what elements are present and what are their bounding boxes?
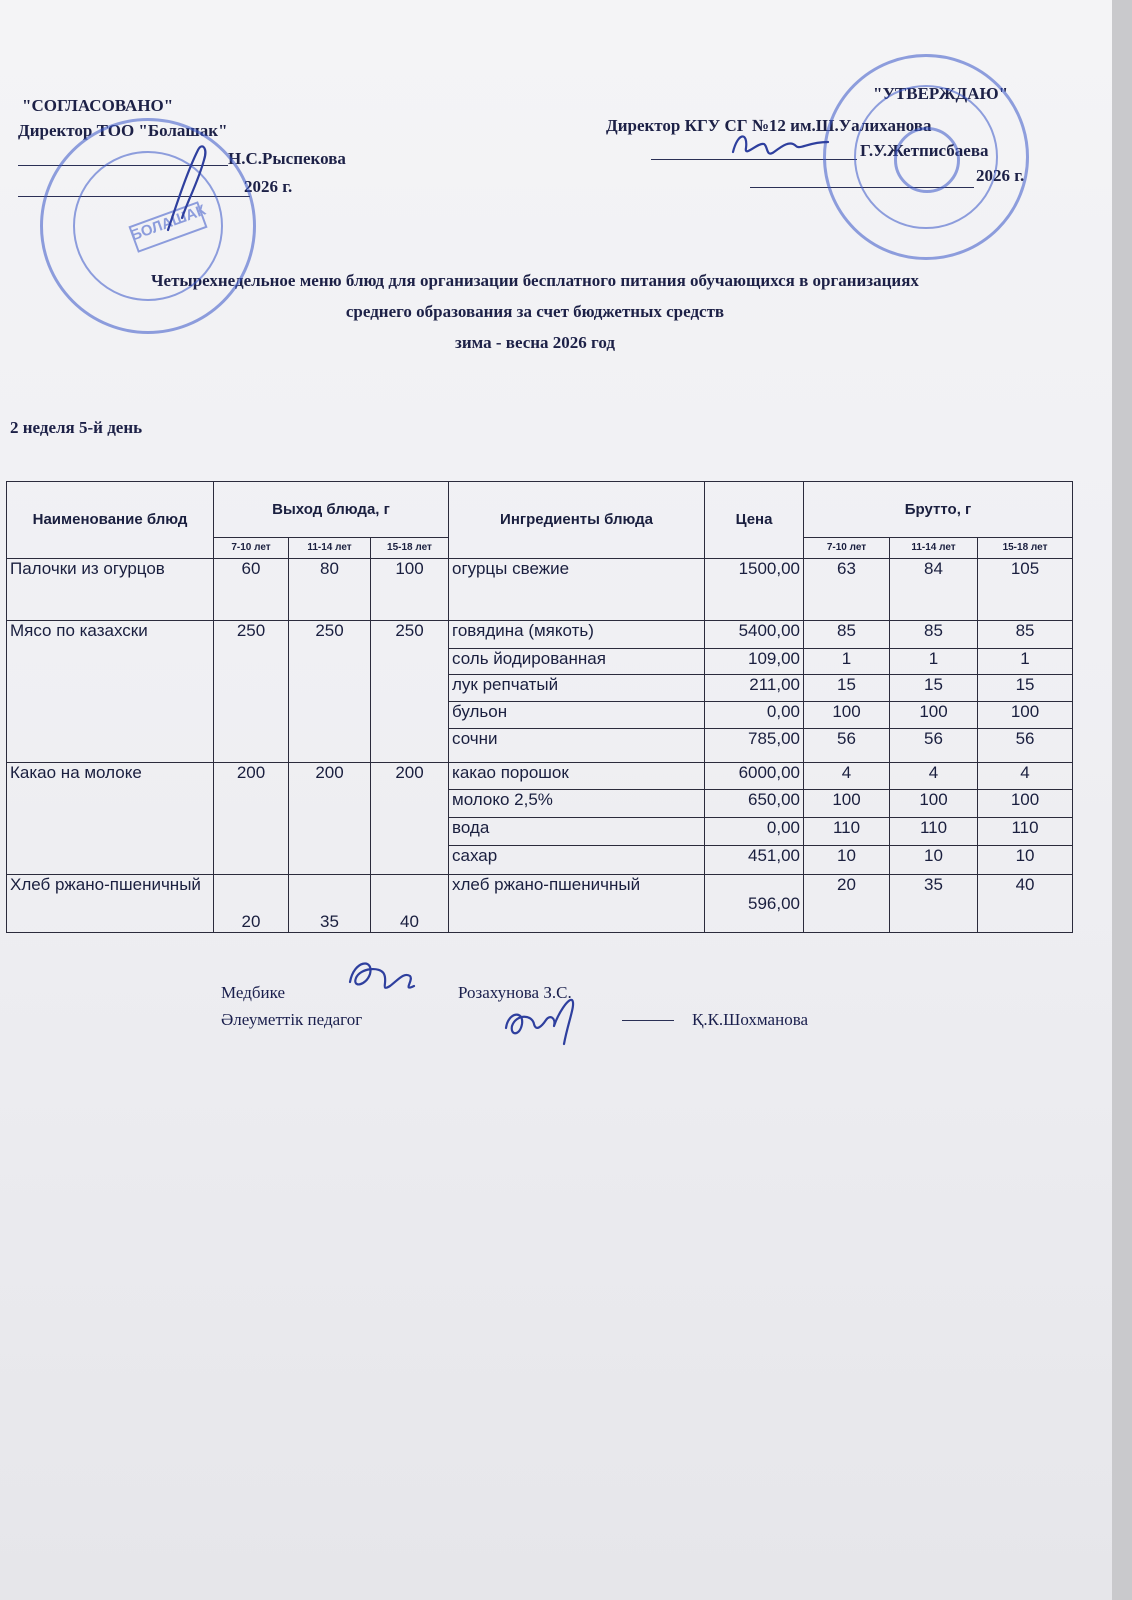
gross-value: 15 <box>804 675 890 702</box>
output-value: 200 <box>289 763 371 875</box>
gross-value: 4 <box>804 763 890 790</box>
gross-value: 110 <box>978 818 1073 846</box>
gross-value: 110 <box>804 818 890 846</box>
output-value: 200 <box>371 763 449 875</box>
ingredient-name: сахар <box>449 846 705 875</box>
gross-value: 1 <box>804 649 890 675</box>
ingredient-name: какао порошок <box>449 763 705 790</box>
menu-title-line1: Четырехнедельное меню блюд для организации бесплатного питания обучающихся в организациях <box>151 271 919 290</box>
gross-value: 110 <box>890 818 978 846</box>
gross-value: 15 <box>978 675 1073 702</box>
gross-value: 63 <box>804 559 890 621</box>
ingredient-name: говядина (мякоть) <box>449 621 705 649</box>
gross-value: 100 <box>978 702 1073 729</box>
gross-value: 56 <box>978 729 1073 763</box>
output-value: 250 <box>371 621 449 763</box>
ingredient-price: 5400,00 <box>705 621 804 649</box>
output-value: 60 <box>214 559 289 621</box>
background-edge <box>1112 0 1132 1600</box>
ingredient-name: соль йодированная <box>449 649 705 675</box>
gross-value: 10 <box>978 846 1073 875</box>
table-row <box>7 875 1073 933</box>
signature-left-icon <box>158 130 228 240</box>
menu-title-line2: среднего образования за счет бюджетных средств <box>345 302 725 321</box>
gross-value: 100 <box>804 790 890 818</box>
dish-name: Какао на молоке <box>7 763 214 875</box>
gross-value: 100 <box>978 790 1073 818</box>
gross-value: 100 <box>890 702 978 729</box>
ingredient-price: 650,00 <box>705 790 804 818</box>
header-gross-age-15-18: 15-18 лет <box>978 538 1073 559</box>
dish-name: Хлеб ржано-пшеничный <box>7 875 214 933</box>
gross-value: 4 <box>890 763 978 790</box>
header-output-age-15-18: 15-18 лет <box>371 538 449 559</box>
gross-value: 100 <box>804 702 890 729</box>
dish-name: Палочки из огурцов <box>7 559 214 621</box>
pedagogue-signature-line <box>622 1020 674 1021</box>
table-row <box>7 763 1073 790</box>
nurse-role: Медбике <box>221 983 285 1002</box>
gross-value: 1 <box>890 649 978 675</box>
signature-right-icon <box>728 122 838 172</box>
header-output: Выход блюда, г <box>214 482 449 538</box>
agreed-position: Директор ТОО "Болашак" <box>18 121 228 140</box>
pedagogue-name: Қ.К.Шохманова <box>692 1010 809 1029</box>
gross-value: 85 <box>804 621 890 649</box>
menu-title-line3: зима - весна 2026 год <box>455 333 615 352</box>
ingredient-price: 0,00 <box>705 818 804 846</box>
gross-value: 84 <box>890 559 978 621</box>
pedagogue-role: Әлеуметтік педагог <box>221 1010 363 1029</box>
ingredient-price: 785,00 <box>705 729 804 763</box>
gross-value: 56 <box>890 729 978 763</box>
output-value: 200 <box>214 763 289 875</box>
gross-value: 40 <box>978 875 1073 933</box>
ingredient-name: молоко 2,5% <box>449 790 705 818</box>
gross-value: 10 <box>890 846 978 875</box>
table-row <box>7 621 1073 649</box>
header-gross-age-7-10: 7-10 лет <box>804 538 890 559</box>
header-output-age-7-10: 7-10 лет <box>214 538 289 559</box>
approved-name: Г.У.Жетписбаева <box>860 141 989 160</box>
output-value: 250 <box>289 621 371 763</box>
menu-table <box>6 481 1073 933</box>
gross-value: 1 <box>978 649 1073 675</box>
dish-name: Мясо по казахски <box>7 621 214 763</box>
gross-value: 85 <box>890 621 978 649</box>
header-gross: Брутто, г <box>804 482 1073 538</box>
agreed-name: Н.С.Рыспекова <box>228 149 346 168</box>
ingredient-name: лук репчатый <box>449 675 705 702</box>
header-price: Цена <box>705 482 804 559</box>
gross-value: 15 <box>890 675 978 702</box>
agreed-year: 2026 г. <box>244 177 293 196</box>
approved-year: 2026 г. <box>976 166 1025 185</box>
gross-value: 35 <box>890 875 978 933</box>
signature-pedagogue-icon <box>498 992 608 1050</box>
header-ingredients: Ингредиенты блюда <box>449 482 705 559</box>
ingredient-name: сочни <box>449 729 705 763</box>
ingredient-price: 451,00 <box>705 846 804 875</box>
gross-value: 56 <box>804 729 890 763</box>
gross-value: 4 <box>978 763 1073 790</box>
header-output-age-11-14: 11-14 лет <box>289 538 371 559</box>
approved-position: Директор КГУ СГ №12 им.Ш.Уалиханова <box>606 116 932 135</box>
nurse-name: Розахунова З.С. <box>458 983 572 1002</box>
output-value: 80 <box>289 559 371 621</box>
gross-value: 100 <box>890 790 978 818</box>
ingredient-price: 211,00 <box>705 675 804 702</box>
table-row <box>7 559 1073 621</box>
header-dish: Наименование блюд <box>7 482 214 559</box>
output-value: 35 <box>289 875 371 933</box>
agreed-heading: "СОГЛАСОВАНО" <box>22 96 174 115</box>
ingredient-price: 6000,00 <box>705 763 804 790</box>
output-value: 20 <box>214 875 289 933</box>
stamp-left-text: БОЛАШАК <box>128 201 208 245</box>
header-gross-age-11-14: 11-14 лет <box>890 538 978 559</box>
ingredient-name: хлеб ржано-пшеничный <box>449 875 705 933</box>
signature-nurse-icon <box>340 952 430 1002</box>
ingredient-price: 0,00 <box>705 702 804 729</box>
ingredient-name: вода <box>449 818 705 846</box>
gross-value: 105 <box>978 559 1073 621</box>
output-value: 40 <box>371 875 449 933</box>
output-value: 250 <box>214 621 289 763</box>
ingredient-name: огурцы свежие <box>449 559 705 621</box>
ingredient-name: бульон <box>449 702 705 729</box>
ingredient-price: 596,00 <box>705 875 804 933</box>
output-value: 100 <box>371 559 449 621</box>
gross-value: 20 <box>804 875 890 933</box>
emblem-icon <box>894 127 960 193</box>
week-day-label: 2 неделя 5-й день <box>10 418 143 437</box>
organization-stamp-right <box>823 54 1029 260</box>
ingredient-price: 1500,00 <box>705 559 804 621</box>
gross-value: 85 <box>978 621 1073 649</box>
gross-value: 10 <box>804 846 890 875</box>
approved-heading: "УТВЕРЖДАЮ" <box>873 84 1009 103</box>
ingredient-price: 109,00 <box>705 649 804 675</box>
